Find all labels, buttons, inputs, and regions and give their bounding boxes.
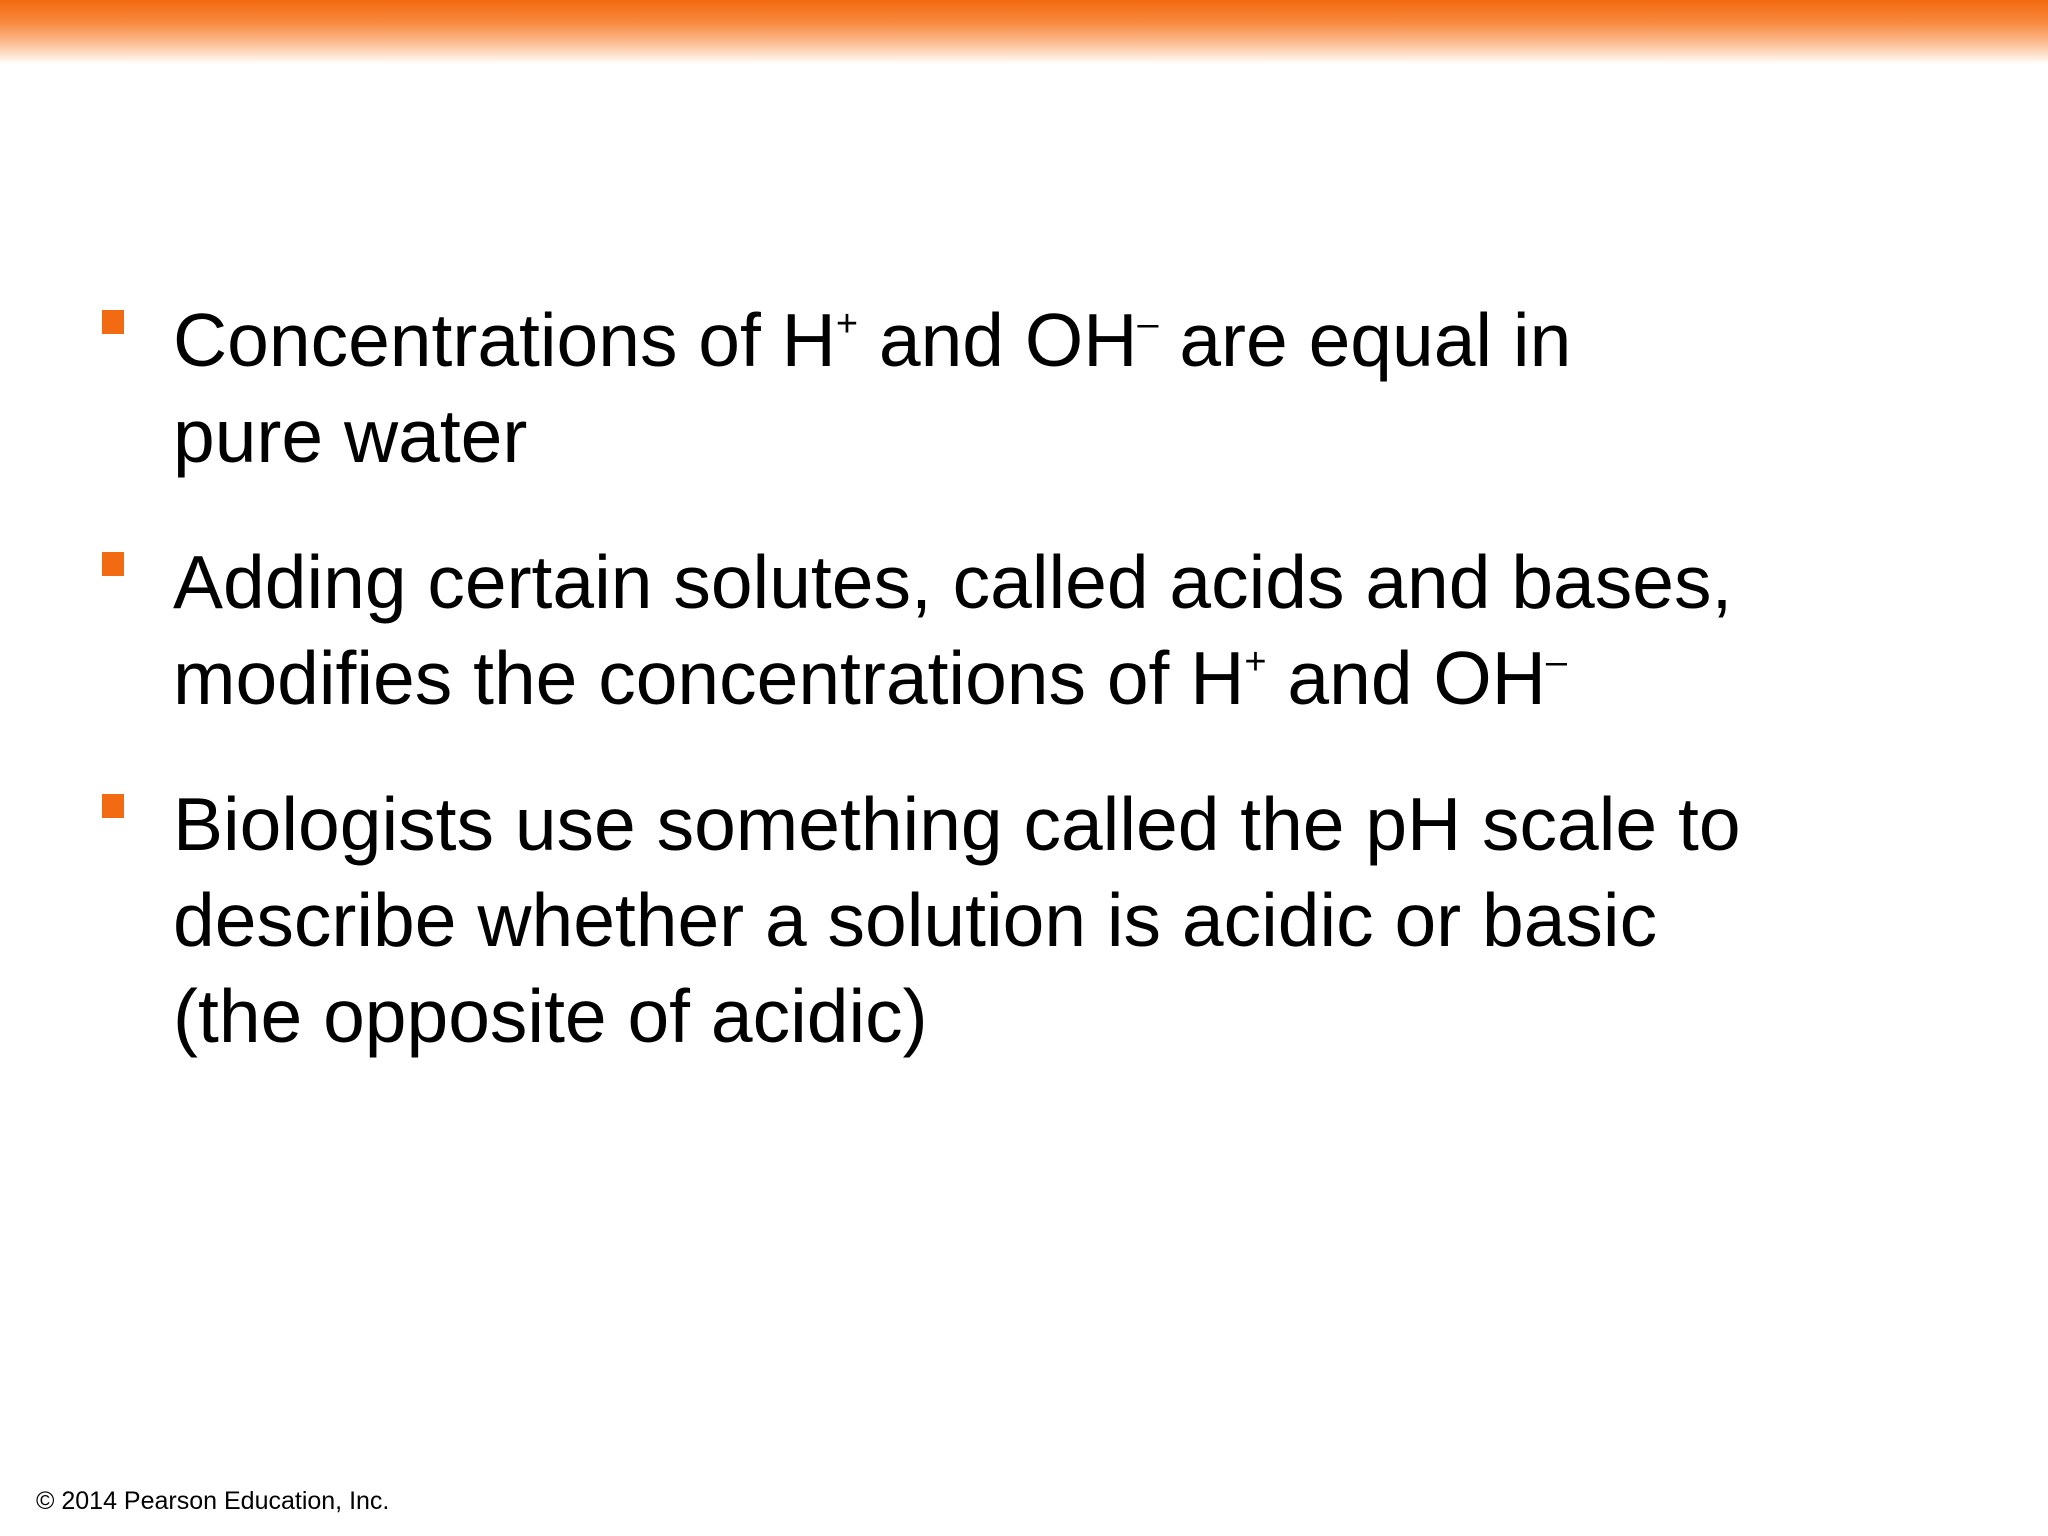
- bullet-item: [0, 292, 1893, 484]
- superscript-charge: –: [1137, 303, 1159, 345]
- bullet-square-icon: [102, 310, 124, 334]
- bullet-line: Biologists use something called the pH scale to: [173, 782, 1741, 866]
- bullet-line: (the opposite of acidic): [173, 974, 928, 1058]
- copyright-notice: © 2014 Pearson Education, Inc.: [36, 1487, 390, 1515]
- bullet-item: [0, 534, 1893, 726]
- bullet-line: describe whether a solution is acidic or basic: [173, 878, 1658, 962]
- superscript-charge: –: [1545, 641, 1568, 683]
- bullet-square-icon: [102, 794, 124, 818]
- bullet-list: [0, 292, 2048, 1114]
- bullet-item: [0, 776, 1893, 1064]
- top-accent-band: [0, 0, 2048, 64]
- bullet-line: pure water: [173, 394, 528, 478]
- bullet-square-icon: [102, 552, 124, 576]
- bullet-line: Concentrations of H+ and OH– are equal in: [173, 298, 1572, 382]
- bullet-line: modifies the concentrations of H+ and OH–: [173, 636, 1568, 720]
- superscript-charge: +: [835, 303, 859, 345]
- superscript-charge: +: [1244, 641, 1267, 683]
- bullet-line: Adding certain solutes, called acids and bases,: [173, 540, 1733, 624]
